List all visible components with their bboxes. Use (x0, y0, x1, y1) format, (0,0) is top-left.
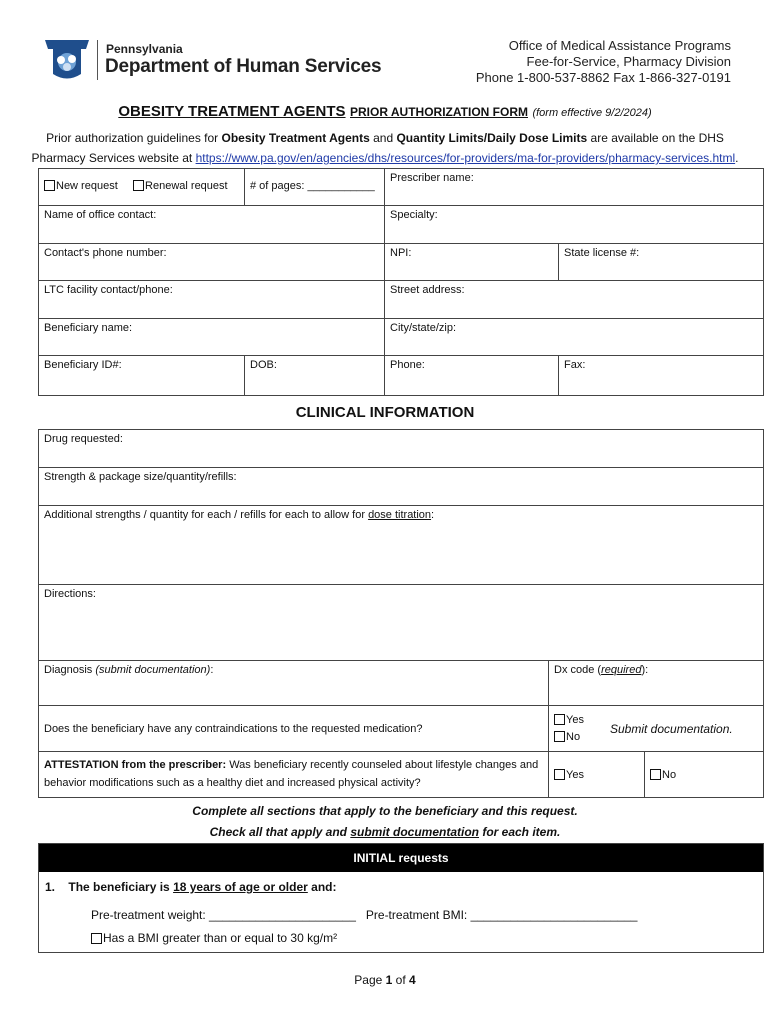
office-line-2: Fee-for-Service, Pharmacy Division (526, 54, 731, 69)
instructions-line-2b: for each item. (479, 825, 561, 839)
instructions (0, 801, 770, 843)
ltc-contact-label: LTC facility contact/phone: (44, 284, 173, 296)
strength-label: Strength & package size/quantity/refills: (44, 471, 237, 483)
specialty-label: Specialty: (390, 209, 438, 221)
request-info-table (38, 168, 764, 396)
page-total: 4 (409, 973, 416, 987)
intro-p2: Pharmacy Services website at (31, 151, 196, 165)
ltc-contact-field[interactable] (39, 281, 385, 319)
attestation-text (39, 752, 549, 798)
prescriber-phone-field[interactable] (385, 356, 559, 396)
office-contact-label: Name of office contact: (44, 209, 157, 221)
clinical-heading: CLINICAL INFORMATION (295, 404, 475, 421)
diagnosis-label: Diagnosis (44, 664, 96, 676)
contact-phone-field[interactable] (39, 244, 385, 281)
diagnosis-colon: : (210, 664, 214, 676)
additional-strengths-field[interactable] (39, 506, 764, 585)
instructions-submit-doc: submit documentation (350, 825, 479, 839)
prescriber-name-field[interactable] (385, 169, 764, 206)
org-large-name: Department of Human Services (105, 56, 382, 77)
prescriber-name-label: Prescriber name: (390, 172, 474, 184)
beneficiary-id-label: Beneficiary ID#: (44, 359, 122, 371)
intro-bold-2: Quantity Limits/Daily Dose Limits (396, 131, 588, 145)
dx-code-field[interactable] (549, 661, 764, 706)
bmi30-label: Has a BMI greater than or equal to 30 kg/m² (103, 931, 338, 945)
bmi30-checkbox[interactable] (91, 933, 102, 944)
contraindications-yes-label: Yes (566, 713, 584, 726)
intro-p1: Prior authorization guidelines for (46, 131, 222, 145)
page-footer (0, 973, 770, 987)
beneficiary-name-label: Beneficiary name: (44, 322, 133, 334)
initial-requests-section (38, 843, 764, 953)
beneficiary-name-field[interactable] (39, 319, 385, 356)
state-license-label: State license #: (564, 247, 640, 259)
prescriber-fax-label: Fax: (564, 359, 586, 371)
clinical-info-table (38, 429, 764, 798)
submit-documentation-note: Submit documentation. (610, 721, 733, 736)
office-info (476, 38, 731, 86)
strength-field[interactable] (39, 468, 764, 506)
renewal-request-checkbox[interactable] (133, 180, 144, 191)
dob-field[interactable] (245, 356, 385, 396)
contraindications-no-label: No (566, 730, 581, 743)
pretreatment-weight-field[interactable]: Pre-treatment weight: ______________________ (91, 908, 356, 922)
contraindications-answer (549, 706, 764, 752)
street-address-label: Street address: (390, 284, 465, 296)
prescriber-fax-field[interactable] (559, 356, 764, 396)
renewal-request-label: Renewal request (145, 180, 228, 192)
pretreatment-fields (91, 908, 637, 922)
dose-titration-text: dose titration (368, 509, 432, 521)
logo-divider (97, 40, 98, 80)
additional-colon: : (431, 509, 435, 521)
contact-phone-label: Contact's phone number: (44, 247, 167, 259)
new-request-label: New request (56, 180, 118, 192)
directions-label: Directions: (44, 588, 96, 600)
initial-requests-header: INITIAL requests (39, 844, 763, 872)
attestation-yes-cell (549, 752, 645, 798)
bmi30-option (91, 931, 337, 945)
dx-code-label: Dx code ( (554, 664, 602, 676)
street-address-field[interactable] (385, 281, 764, 319)
dx-code-end: ): (641, 664, 649, 676)
city-state-zip-label: City/state/zip: (390, 322, 457, 334)
diagnosis-field[interactable] (39, 661, 549, 706)
diagnosis-submit-doc: (submit documentation) (95, 664, 211, 676)
attestation-yes-checkbox[interactable] (554, 769, 565, 780)
instructions-line-1: Complete all sections that apply to the beneficiary and this request. (192, 804, 578, 818)
intro-bold-1: Obesity Treatment Agents (221, 131, 370, 145)
intro-p2-end: . (735, 151, 739, 165)
item-age-text: 18 years of age or older (173, 880, 308, 894)
attestation-no-label: No (662, 768, 677, 781)
pages-label: # of pages: ___________ (250, 180, 375, 192)
attestation-no-checkbox[interactable] (650, 769, 661, 780)
additional-label: Additional strengths / quantity for each / refills for each to allow for (44, 509, 369, 521)
pharmacy-services-link[interactable]: https://www.pa.gov/en/agencies/dhs/resources/for-providers/ma-for-providers/pharmacy-services.html (195, 151, 736, 165)
form-title (0, 103, 770, 121)
intro-p1-end: are available on the DHS (587, 131, 724, 145)
contraindications-label: Does the beneficiary have any contraindications to the requested medication? (44, 722, 423, 735)
item-number: 1. (45, 880, 56, 894)
state-license-field[interactable] (559, 244, 764, 281)
office-line-3: Phone 1-800-537-8862 Fax 1-866-327-0191 (475, 70, 731, 85)
contraindications-yes-checkbox[interactable] (554, 714, 565, 725)
intro-and: and (369, 131, 397, 145)
intro-text (0, 128, 770, 168)
specialty-field[interactable] (385, 206, 764, 244)
contraindications-no-checkbox[interactable] (554, 731, 565, 742)
office-contact-field[interactable] (39, 206, 385, 244)
new-request-checkbox[interactable] (44, 180, 55, 191)
pretreatment-bmi-field[interactable]: Pre-treatment BMI: _________________________ (365, 908, 638, 922)
office-line-1: Office of Medical Assistance Programs (508, 38, 731, 53)
instructions-line-2a: Check all that apply and (209, 825, 351, 839)
item-text-b: and: (307, 880, 337, 894)
dob-label: DOB: (250, 359, 277, 371)
drug-requested-field[interactable] (39, 430, 764, 468)
attestation-label: ATTESTATION from the prescriber: (44, 759, 227, 771)
beneficiary-id-field[interactable] (39, 356, 245, 396)
dx-required-text: required (601, 664, 642, 676)
page-label: Page (354, 973, 386, 987)
npi-field[interactable] (385, 244, 559, 281)
org-small-name: Pennsylvania (106, 42, 183, 56)
drug-requested-label: Drug requested: (44, 433, 123, 445)
item-text-a: The beneficiary is (68, 880, 174, 894)
pages-field[interactable] (245, 169, 385, 206)
page-number: 1 (385, 973, 393, 987)
attestation-question: Was beneficiary recently counseled about lifestyle changes and behavior modifications such as a healthy diet and increased physical activity? (44, 759, 539, 789)
attestation-no-cell (645, 752, 764, 798)
npi-label: NPI: (390, 247, 412, 259)
city-state-zip-field[interactable] (385, 319, 764, 356)
title-suffix: PRIOR AUTHORIZATION FORM (350, 105, 528, 119)
prescriber-phone-label: Phone: (390, 359, 425, 371)
initial-item-1 (45, 880, 336, 894)
keystone-logo-icon (42, 36, 92, 84)
request-type-cell (39, 169, 245, 206)
title-main: OBESITY TREATMENT AGENTS (118, 103, 346, 120)
page-of: of (392, 973, 410, 987)
attestation-yes-label: Yes (566, 768, 584, 781)
title-effective: (form effective 9/2/2024) (532, 107, 652, 119)
contraindications-question (39, 706, 549, 752)
directions-field[interactable] (39, 585, 764, 661)
